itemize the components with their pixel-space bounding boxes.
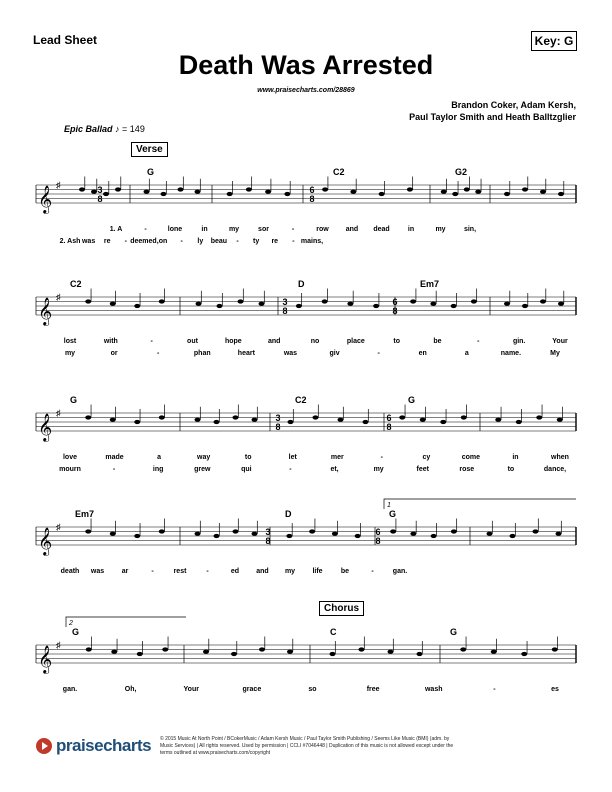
lyric-word: no xyxy=(310,338,320,345)
lyric-word: to xyxy=(393,338,400,345)
note-head xyxy=(115,187,121,191)
note-head xyxy=(558,192,564,196)
lyric-word: in xyxy=(512,454,519,461)
note-head xyxy=(487,532,493,536)
credits-line-2: Paul Taylor Smith and Heath Balltzglier xyxy=(409,112,576,122)
note-head xyxy=(322,299,328,303)
note-head xyxy=(410,532,416,536)
time-signature-bottom: 8 xyxy=(386,422,392,432)
eighth-note-icon: ♪ xyxy=(115,124,120,134)
note-head xyxy=(407,187,413,191)
note-head xyxy=(227,192,233,196)
note-head xyxy=(440,420,446,424)
note-head xyxy=(495,418,501,422)
lyric-word: mains, xyxy=(300,238,324,245)
note-head xyxy=(246,187,252,191)
note-head xyxy=(137,652,143,656)
lyric-word: grew xyxy=(194,466,211,473)
note-head xyxy=(540,190,546,194)
lyric-word: life xyxy=(312,568,323,575)
lyric-word: ing xyxy=(152,466,164,473)
note-head xyxy=(388,650,394,654)
note-head xyxy=(238,299,244,303)
lyric-word: re xyxy=(271,238,279,245)
note-head xyxy=(159,415,165,419)
note-head xyxy=(195,190,201,194)
note-head xyxy=(91,190,97,194)
lyric-word: phan xyxy=(193,350,211,357)
note-head xyxy=(540,299,546,303)
treble-clef-icon: 𝄞 xyxy=(38,528,53,555)
note-head xyxy=(410,299,416,303)
note-head xyxy=(379,192,385,196)
time-signature-bottom: 8 xyxy=(392,306,398,316)
lyric-word: with xyxy=(103,338,118,345)
note-head xyxy=(460,647,466,651)
lyric-word: Oh, xyxy=(124,686,137,693)
lyric-word: rest xyxy=(173,568,187,575)
note-head xyxy=(471,299,477,303)
ending-number: 2 xyxy=(69,620,73,627)
note-head xyxy=(556,532,562,536)
song-url: www.praisecharts.com/28869 xyxy=(257,87,355,94)
lyric-word: name. xyxy=(500,350,522,357)
sharp-icon: ♯ xyxy=(56,640,61,650)
lyric-word: and xyxy=(256,568,269,575)
note-head xyxy=(313,415,319,419)
note-head xyxy=(475,190,481,194)
note-head xyxy=(195,532,201,536)
lyric-word: ed xyxy=(230,568,240,575)
note-head xyxy=(110,532,116,536)
lyric-word: mourn xyxy=(59,466,81,473)
note-head xyxy=(134,534,140,538)
lyric-word: feet xyxy=(416,466,429,473)
note-head xyxy=(533,529,539,533)
lyric-word: heart xyxy=(237,350,255,357)
lyric-word: sor xyxy=(258,226,269,233)
lyric-word: love xyxy=(62,454,78,461)
lyric-word: row xyxy=(316,226,329,233)
lyric-word: hope xyxy=(224,338,242,345)
lyric-word: was xyxy=(81,238,96,245)
lyric-word: let xyxy=(288,454,297,461)
lyric-word: ly xyxy=(197,238,204,245)
note-head xyxy=(134,304,140,308)
note-head xyxy=(521,652,527,656)
lyric-word: and xyxy=(345,226,359,233)
lyric-word: dance, xyxy=(543,466,567,473)
lyric-word: - xyxy=(112,466,116,473)
lyric-word: Your xyxy=(552,338,568,345)
time-signature-top: 6 xyxy=(375,527,381,537)
time-signature-bottom: 8 xyxy=(275,422,281,432)
lyric-word: - xyxy=(289,466,292,473)
note-head xyxy=(510,534,516,538)
section-label-chorus: Chorus xyxy=(319,601,364,616)
lyric-word: mer xyxy=(330,454,344,461)
note-head xyxy=(399,415,405,419)
time-signature-bottom: 8 xyxy=(282,306,288,316)
lyric-word: - xyxy=(180,238,183,245)
chord-symbol: G xyxy=(70,395,78,405)
treble-clef-icon: 𝄞 xyxy=(38,298,53,325)
note-head xyxy=(516,420,522,424)
lyric-word: sin, xyxy=(463,226,477,233)
time-signature-bottom: 8 xyxy=(375,536,381,546)
note-head xyxy=(522,304,528,308)
key-label: Key: G xyxy=(531,31,577,51)
note-head xyxy=(178,187,184,191)
lyric-word: deemed, xyxy=(130,238,159,245)
lyric-word: be xyxy=(340,568,350,575)
lyric-word: dead xyxy=(373,226,390,233)
chord-symbol: D xyxy=(285,509,292,519)
lyric-word: - xyxy=(157,350,160,357)
note-head xyxy=(259,302,265,306)
note-head xyxy=(420,418,426,422)
chord-symbol: C xyxy=(330,627,337,637)
note-head xyxy=(359,647,365,651)
lyric-word: death xyxy=(60,568,80,575)
lyric-word: re xyxy=(103,238,111,245)
note-head xyxy=(252,418,258,422)
lyric-word: made xyxy=(105,454,124,461)
lyric-word: - xyxy=(124,238,128,245)
chord-symbol: Em7 xyxy=(75,509,95,519)
time-signature-bottom: 8 xyxy=(309,194,315,204)
note-head xyxy=(85,299,91,303)
lyric-word: ar xyxy=(121,568,129,575)
lyric-word: - xyxy=(377,350,380,357)
lyric-word: my xyxy=(373,466,384,473)
tempo-value: = 149 xyxy=(122,124,145,134)
lyric-word: in xyxy=(201,226,208,233)
lyric-word: rose xyxy=(459,466,475,473)
time-signature-bottom: 8 xyxy=(265,536,271,546)
note-head xyxy=(265,190,271,194)
note-head xyxy=(286,534,292,538)
song-title: Death Was Arrested xyxy=(178,50,434,80)
lyric-word: to xyxy=(244,454,252,461)
lyric-word: - xyxy=(151,568,154,575)
lyric-word: beau xyxy=(210,238,228,245)
chord-symbol: C2 xyxy=(70,279,82,289)
note-head xyxy=(451,304,457,308)
ending-number: 1 xyxy=(387,502,391,509)
lyric-word: - xyxy=(236,238,239,245)
note-head xyxy=(431,534,437,538)
note-head xyxy=(195,418,201,422)
note-head xyxy=(79,187,85,191)
lyric-word: so xyxy=(308,686,317,693)
brand-name: praisecharts xyxy=(56,736,152,755)
chord-symbol: C2 xyxy=(333,167,345,177)
note-head xyxy=(144,190,150,194)
lyric-word: - xyxy=(144,226,147,233)
note-head xyxy=(231,652,237,656)
note-head xyxy=(417,652,423,656)
note-head xyxy=(214,534,220,538)
lyric-word: es xyxy=(551,686,559,693)
lyric-word: lost xyxy=(63,338,77,345)
sheet-type-label: Lead Sheet xyxy=(33,33,98,47)
lyric-word: 1. A xyxy=(109,226,123,233)
lyric-word: when xyxy=(551,454,569,461)
lyric-word: qui xyxy=(241,466,252,473)
note-head xyxy=(430,302,436,306)
chord-symbol: G xyxy=(389,509,397,519)
lyric-word: gin. xyxy=(512,338,526,345)
chord-symbol: G xyxy=(147,167,155,177)
note-head xyxy=(461,415,467,419)
note-head xyxy=(134,420,140,424)
chord-symbol: C2 xyxy=(295,395,307,405)
note-head xyxy=(451,529,457,533)
sharp-icon: ♯ xyxy=(56,292,61,302)
lyric-word: grace xyxy=(242,686,262,693)
note-head xyxy=(284,192,290,196)
lyric-word: in xyxy=(407,226,415,233)
chord-symbol: G xyxy=(72,627,80,637)
note-head xyxy=(110,302,116,306)
lyric-word: place xyxy=(346,338,365,345)
note-head xyxy=(330,652,336,656)
time-signature-top: 3 xyxy=(282,297,288,307)
note-head xyxy=(86,647,92,651)
chord-symbol: G xyxy=(450,627,458,637)
note-head xyxy=(196,302,202,306)
note-head xyxy=(557,418,563,422)
note-head xyxy=(536,415,542,419)
note-head xyxy=(110,418,116,422)
sharp-icon: ♯ xyxy=(56,522,61,532)
lyric-word: wash xyxy=(424,686,443,693)
lyric-word: my xyxy=(228,226,240,233)
treble-clef-icon: 𝄞 xyxy=(38,414,53,441)
note-head xyxy=(390,529,396,533)
lyric-word: en xyxy=(418,350,427,357)
lyric-word: gan. xyxy=(62,686,78,693)
note-head xyxy=(233,529,239,533)
note-head xyxy=(347,302,353,306)
credits-line-1: Brandon Coker, Adam Kersh, xyxy=(451,100,576,110)
lyric-word: to xyxy=(507,466,515,473)
note-head xyxy=(332,532,338,536)
note-head xyxy=(85,529,91,533)
note-head xyxy=(288,420,294,424)
lyric-word: and xyxy=(267,338,281,345)
sharp-icon: ♯ xyxy=(56,408,61,418)
note-head xyxy=(522,187,528,191)
copyright-notice: © 2015 Music At North Point / BCokerMusic / Adam Kersh Music / Paul Taylor Smith Publishing / Seems Like Music (BMI) (adm. by Music Services) | All rights reserved. Used by permission | CCLI #7046448 | Duplication of this music is not allowed except under the terms outlined at www.praisecharts.com/copyright xyxy=(160,736,454,756)
lyric-word: or xyxy=(110,350,118,357)
note-head xyxy=(452,192,458,196)
note-head xyxy=(162,647,168,651)
note-head xyxy=(111,650,117,654)
note-head xyxy=(233,415,239,419)
chord-symbol: Em7 xyxy=(420,279,440,289)
lyric-word: my xyxy=(284,568,296,575)
lyric-word: Your xyxy=(183,686,199,693)
sharp-icon: ♯ xyxy=(56,180,61,190)
note-head xyxy=(203,650,209,654)
lyric-word: be xyxy=(433,338,442,345)
time-signature-top: 3 xyxy=(97,185,103,195)
tempo-style: Epic Ballad xyxy=(64,124,113,134)
lyric-word: was xyxy=(90,568,105,575)
note-head xyxy=(309,529,315,533)
lyric-word: free xyxy=(366,686,380,693)
note-head xyxy=(552,647,558,651)
ending-bracket xyxy=(66,617,186,627)
note-head xyxy=(252,532,258,536)
praisecharts-logo xyxy=(36,736,151,756)
lyric-word: 2. Ash xyxy=(59,238,81,245)
note-head xyxy=(441,190,447,194)
lyric-word: - xyxy=(493,686,496,693)
note-head xyxy=(159,299,165,303)
section-label-verse: Verse xyxy=(131,142,168,157)
note-head xyxy=(363,420,369,424)
lyric-word: cy xyxy=(422,454,431,461)
lyric-word: on xyxy=(158,238,168,245)
lyric-word: gan. xyxy=(392,568,408,575)
lyric-word: - xyxy=(371,568,374,575)
note-head xyxy=(296,304,302,308)
lyric-word: ty xyxy=(253,238,260,245)
note-head xyxy=(85,415,91,419)
time-signature-top: 3 xyxy=(275,413,281,423)
chord-symbol: G2 xyxy=(455,167,468,177)
note-head xyxy=(259,647,265,651)
note-head xyxy=(373,304,379,308)
lyric-word: lone xyxy=(167,226,183,233)
time-signature-bottom: 8 xyxy=(97,194,103,204)
chord-symbol: D xyxy=(298,279,305,289)
time-signature-top: 6 xyxy=(392,297,398,307)
note-head xyxy=(161,192,167,196)
lyric-word: - xyxy=(291,226,295,233)
lyric-word: - xyxy=(206,568,209,575)
time-signature-top: 6 xyxy=(386,413,392,423)
note-head xyxy=(350,190,356,194)
lyric-word: my xyxy=(64,350,76,357)
lyric-word: - xyxy=(150,338,153,345)
lyric-word: a xyxy=(464,350,469,357)
play-logo-icon xyxy=(36,738,52,754)
lyric-word: My xyxy=(550,350,560,357)
lyric-word: - xyxy=(380,454,383,461)
note-head xyxy=(214,420,220,424)
lyric-word: come xyxy=(461,454,481,461)
note-head xyxy=(338,418,344,422)
note-head xyxy=(322,187,328,191)
note-head xyxy=(103,192,109,196)
lyric-word: - xyxy=(292,238,295,245)
treble-clef-icon: 𝄞 xyxy=(38,186,53,213)
lyric-word: was xyxy=(283,350,298,357)
time-signature-top: 6 xyxy=(309,185,315,195)
note-head xyxy=(491,650,497,654)
lyric-word: way xyxy=(197,454,211,461)
lyric-word: - xyxy=(477,338,480,345)
lyric-word: giv xyxy=(329,350,340,357)
note-head xyxy=(504,302,510,306)
note-head xyxy=(464,187,470,191)
lyric-word: et, xyxy=(330,466,339,473)
note-head xyxy=(355,534,361,538)
treble-clef-icon: 𝄞 xyxy=(38,646,53,673)
note-head xyxy=(287,650,293,654)
ending-bracket xyxy=(384,499,576,509)
note-head xyxy=(504,192,510,196)
note-head xyxy=(558,302,564,306)
lyric-word: a xyxy=(157,454,162,461)
note-head xyxy=(159,529,165,533)
note-head xyxy=(217,304,223,308)
chord-symbol: G xyxy=(408,395,416,405)
lyric-word: my xyxy=(435,226,446,233)
lyric-word: out xyxy=(187,338,198,345)
time-signature-top: 3 xyxy=(265,527,271,537)
